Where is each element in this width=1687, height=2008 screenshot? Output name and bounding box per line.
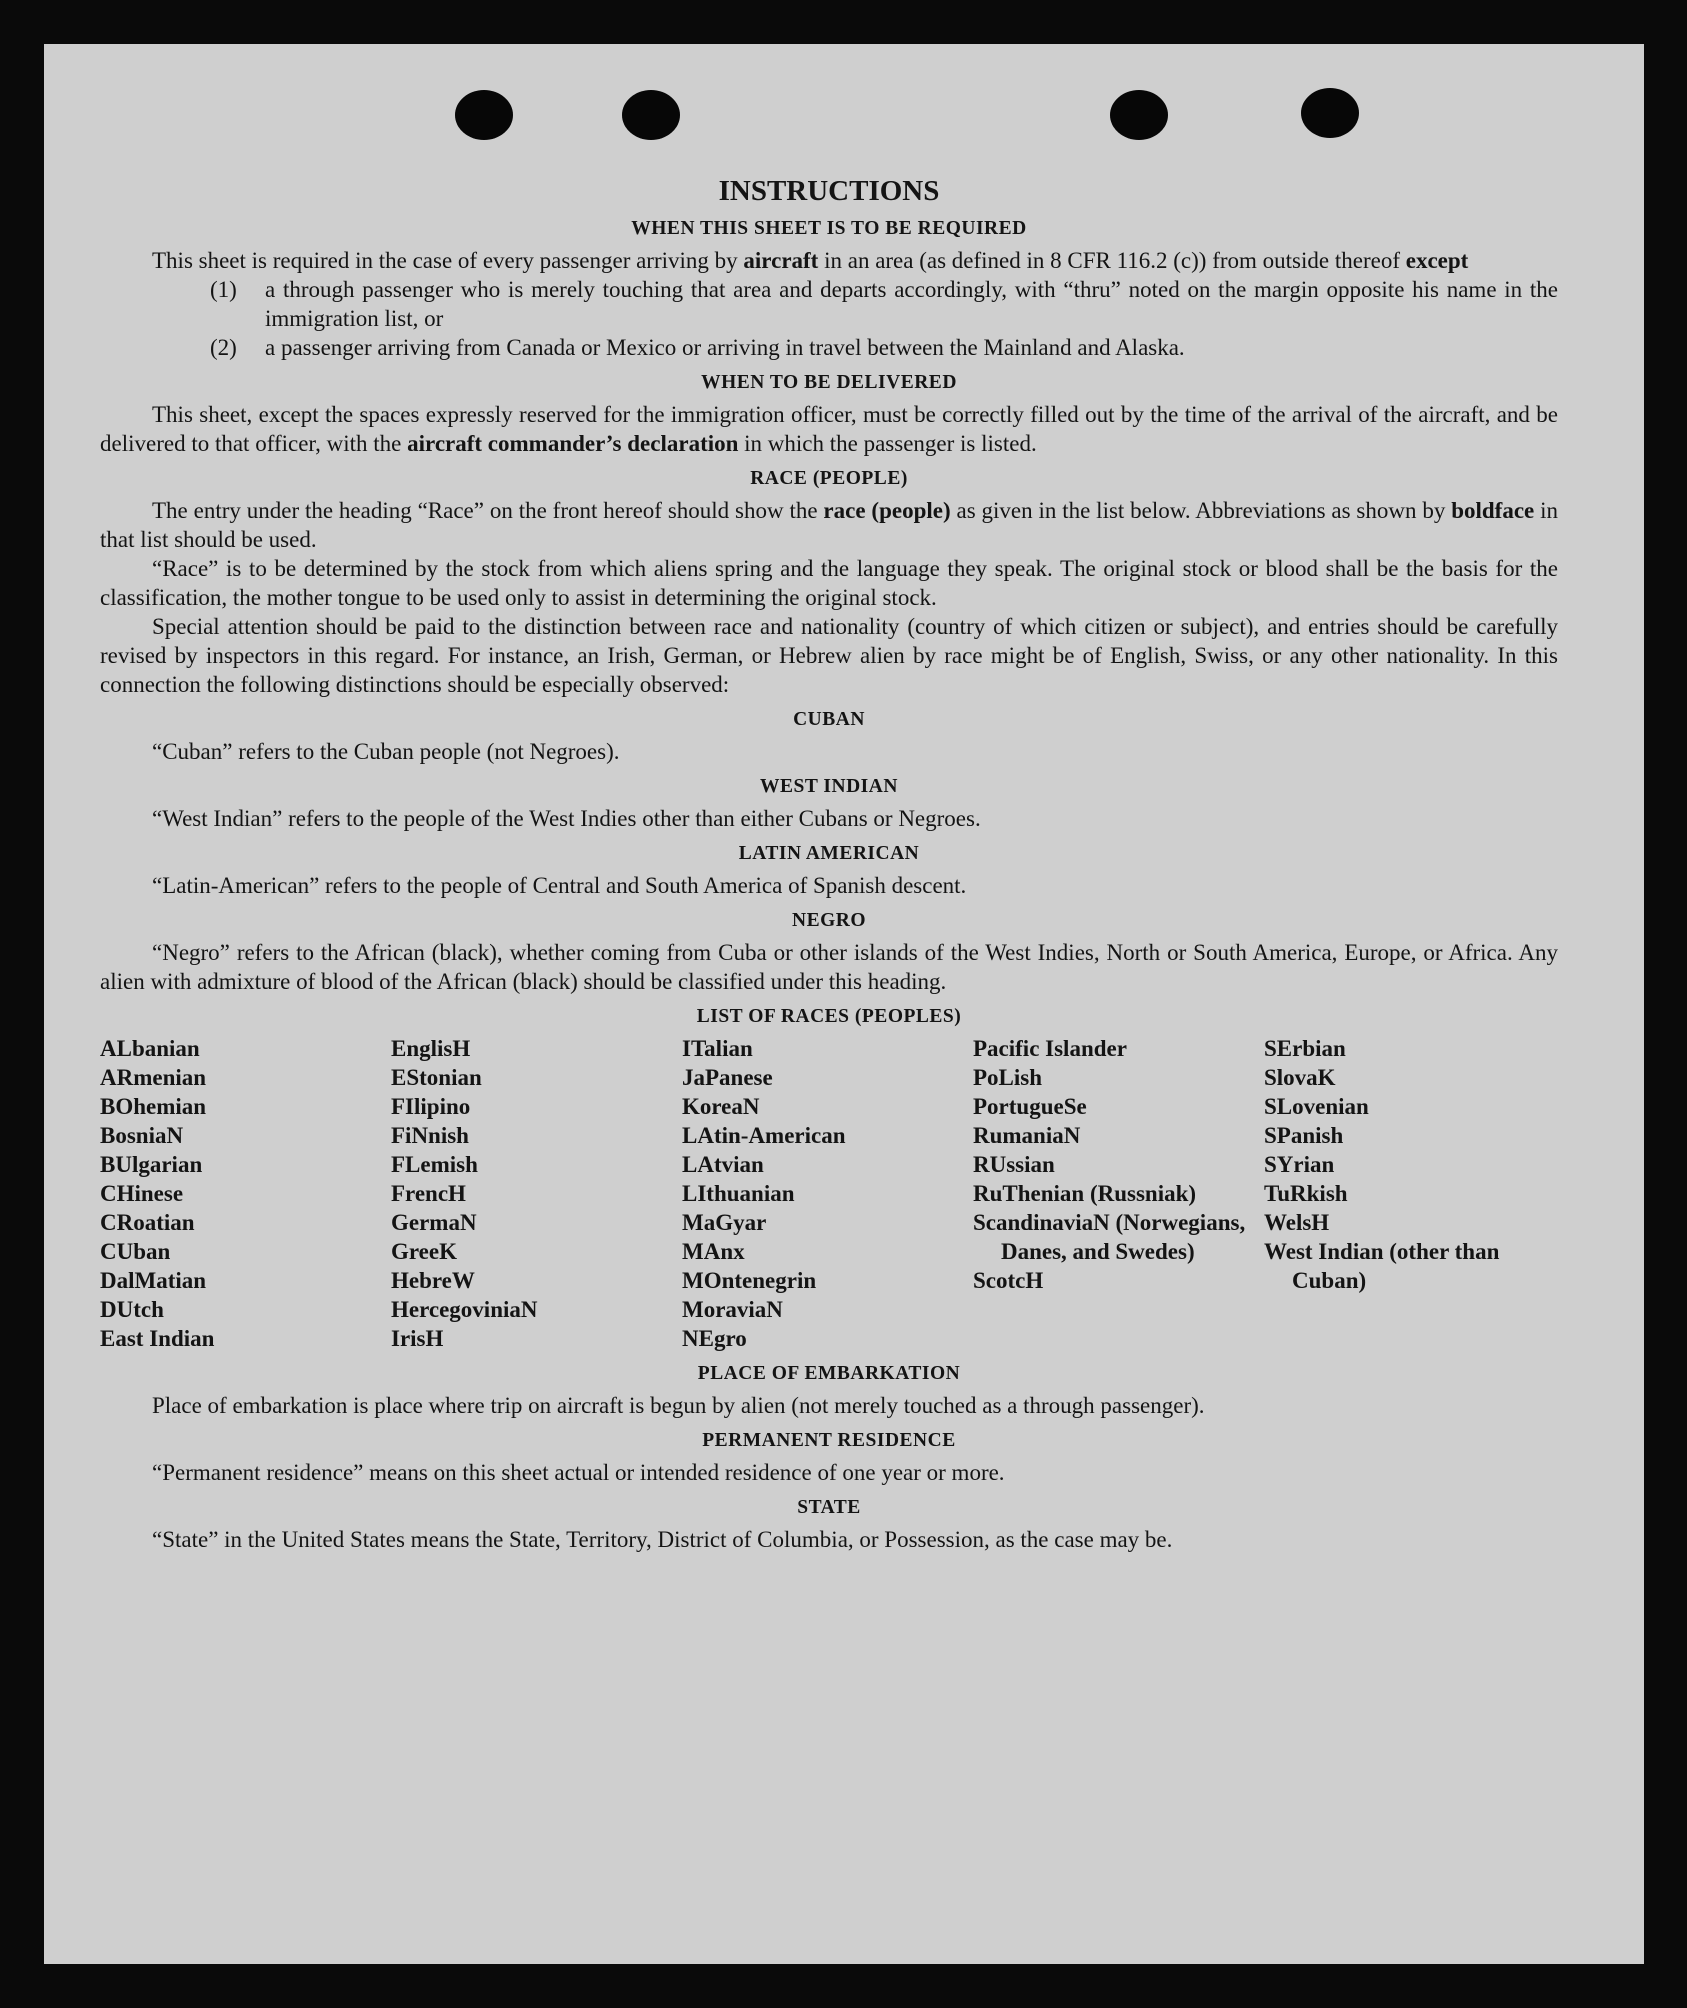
race-entry: IrisH	[391, 1326, 444, 1351]
delivered-text	[100, 400, 1558, 458]
item-text: a passenger arriving from Canada or Mexico or arriving in travel between the Mainland and Alaska.	[265, 335, 1185, 360]
race-entry: DalMatian	[100, 1268, 207, 1293]
negro-text: “Negro” refers to the African (black), whether coming from Cuba or other islands of the West Indies, North or South America, Europe, or Africa. Any alien with admixture of blood of the African (black) should be classified under this heading.	[100, 940, 1558, 994]
instructions-content	[100, 174, 1558, 1554]
section-heading-embarkation: PLACE OF EMBARKATION	[697, 1363, 961, 1384]
state-text: “State” in the United States means the State, Territory, District of Columbia, or Possession, as the case may be.	[152, 1527, 1173, 1552]
race-entry: RuThenian (Russniak)	[973, 1181, 1197, 1206]
race-entry: RUssian	[973, 1152, 1055, 1177]
race-p1-bold: race (people)	[823, 498, 951, 523]
punch-hole	[1110, 90, 1168, 140]
item-text: a through passenger who is merely touching that area and departs accordingly, with “thru” noted on the margin opposite his name in the immigration list, or	[265, 277, 1558, 331]
race-entry: East Indian	[100, 1326, 215, 1351]
race-entry: CHinese	[100, 1181, 184, 1206]
section-heading-residence: PERMANENT RESIDENCE	[702, 1430, 956, 1451]
section-heading-required: WHEN THIS SHEET IS TO BE REQUIRED	[631, 218, 1027, 239]
race-entry: EStonian	[391, 1065, 482, 1090]
race-p1-text: The entry under the heading “Race” on the front hereof should show the	[152, 498, 824, 523]
race-entry: PortugueSe	[973, 1094, 1087, 1119]
race-paragraph-2: “Race” is to be determined by the stock from which aliens spring and the language they speak. The original stock or blood shall be the basis for the classification, the mother tongue to be used only to assist in determining the original stock.	[100, 556, 1558, 610]
residence-text: “Permanent residence” means on this sheet actual or intended residence of one year or more.	[152, 1460, 1005, 1485]
race-entry: FiNnish	[391, 1123, 469, 1148]
race-entry: PoLish	[973, 1065, 1043, 1090]
embarkation-text: Place of embarkation is place where trip on aircraft is begun by alien (not merely touched as a through passenger).	[152, 1393, 1205, 1418]
section-heading-west-indian: WEST INDIAN	[760, 776, 898, 797]
races-column	[973, 1034, 1264, 1353]
race-entry: BosniaN	[100, 1123, 184, 1148]
item-number: (1)	[210, 277, 237, 302]
delivered-text-a: This sheet, except the spaces expressly reserved for the immigration officer, must be correctly filled out by the time of the arrival of the aircraft, and be delivered to that officer, with the	[100, 402, 1558, 456]
race-entry: HebreW	[391, 1268, 475, 1293]
section-heading-latin-american: LATIN AMERICAN	[738, 843, 920, 864]
race-entry: MaGyar	[682, 1210, 767, 1235]
race-p1-text-2: as given in the list below. Abbreviations as shown by	[950, 498, 1452, 523]
races-list	[100, 1034, 1558, 1353]
required-intro-text-2: in an area (as defined in 8 CFR 116.2 (c)) from outside thereof	[818, 248, 1406, 273]
race-paragraph-1	[100, 496, 1558, 554]
race-entry: KoreaN	[682, 1094, 760, 1119]
race-entry: GreeK	[391, 1239, 457, 1264]
races-column	[682, 1034, 973, 1353]
race-entry: SPanish	[1264, 1123, 1344, 1148]
section-heading-state: STATE	[797, 1497, 861, 1518]
race-entry: SErbian	[1264, 1036, 1346, 1061]
race-entry: Pacific Islander	[973, 1036, 1127, 1061]
race-entry: DUtch	[100, 1297, 164, 1322]
race-entry: West Indian (other than Cuban)	[1264, 1239, 1500, 1293]
races-column	[391, 1034, 682, 1353]
section-heading-cuban: CUBAN	[793, 709, 865, 730]
race-entry: HercegoviniaN	[391, 1297, 538, 1322]
race-entry: ScotcH	[973, 1268, 1044, 1293]
race-p1-boldface: boldface	[1451, 498, 1535, 523]
race-entry: RumaniaN	[973, 1123, 1081, 1148]
required-item-1	[210, 275, 1558, 333]
punch-hole	[455, 90, 513, 140]
race-entry: FIlipino	[391, 1094, 471, 1119]
race-entry: SLovenian	[1264, 1094, 1369, 1119]
race-entry: EnglisH	[391, 1036, 471, 1061]
race-entry: CUban	[100, 1239, 171, 1264]
races-column	[100, 1034, 391, 1353]
race-entry: GermaN	[391, 1210, 477, 1235]
section-heading-list-of-races: LIST OF RACES (PEOPLES)	[696, 1006, 962, 1027]
race-entry: FLemish	[391, 1152, 478, 1177]
race-entry: SYrian	[1264, 1152, 1335, 1177]
required-intro-text: This sheet is required in the case of every passenger arriving by	[152, 248, 744, 273]
race-entry: LAtvian	[682, 1152, 764, 1177]
section-heading-delivered: WHEN TO BE DELIVERED	[701, 372, 957, 393]
delivered-text-bold: aircraft commander’s declaration	[407, 431, 739, 456]
document-page	[44, 44, 1644, 1964]
race-entry: MOntenegrin	[682, 1268, 817, 1293]
race-entry: SlovaK	[1264, 1065, 1336, 1090]
race-entry: TuRkish	[1264, 1181, 1348, 1206]
section-heading-negro: NEGRO	[791, 910, 866, 931]
race-entry: ITalian	[682, 1036, 753, 1061]
cuban-text: “Cuban” refers to the Cuban people (not Negroes).	[152, 739, 620, 764]
punch-hole	[622, 90, 680, 140]
latin-american-text: “Latin-American” refers to the people of Central and South America of Spanish descent.	[152, 873, 967, 898]
required-intro	[100, 246, 1558, 275]
required-item-2	[210, 333, 1558, 362]
punch-hole	[1301, 88, 1359, 138]
required-intro-bold: aircraft	[743, 248, 819, 273]
race-entry: WelsH	[1264, 1210, 1330, 1235]
race-entry: BOhemian	[100, 1094, 207, 1119]
race-entry: NEgro	[682, 1326, 747, 1351]
race-entry: MoraviaN	[682, 1297, 783, 1322]
west-indian-text: “West Indian” refers to the people of the West Indies other than either Cubans or Negroes.	[152, 806, 981, 831]
races-column	[1264, 1034, 1555, 1353]
race-entry: ARmenian	[100, 1065, 207, 1090]
item-number: (2)	[210, 335, 237, 360]
delivered-text-c: in which the passenger is listed.	[738, 431, 1037, 456]
race-entry: BUlgarian	[100, 1152, 203, 1177]
section-heading-race: RACE (PEOPLE)	[750, 468, 908, 489]
race-entry: LAtin-American	[682, 1123, 846, 1148]
race-entry: MAnx	[682, 1239, 745, 1264]
race-entry: LIthuanian	[682, 1181, 795, 1206]
race-paragraph-3: Special attention should be paid to the distinction between race and nationality (country of which citizen or subject), and entries should be carefully revised by inspectors in this regard. For instance, an Irish, German, or Hebrew alien by race might be of English, Swiss, or any other nationality. In this connection the following distinctions should be especially observed:	[100, 614, 1558, 697]
race-entry: FrencH	[391, 1181, 466, 1206]
race-entry: ALbanian	[100, 1036, 200, 1061]
race-entry: JaPanese	[682, 1065, 773, 1090]
race-p1-text-3: in that list should be used.	[100, 498, 1559, 552]
page-title: INSTRUCTIONS	[718, 175, 940, 207]
required-intro-except: except	[1405, 248, 1469, 273]
race-entry: ScandinaviaN (Norwegians, Danes, and Swedes)	[973, 1210, 1246, 1264]
race-entry: CRoatian	[100, 1210, 195, 1235]
